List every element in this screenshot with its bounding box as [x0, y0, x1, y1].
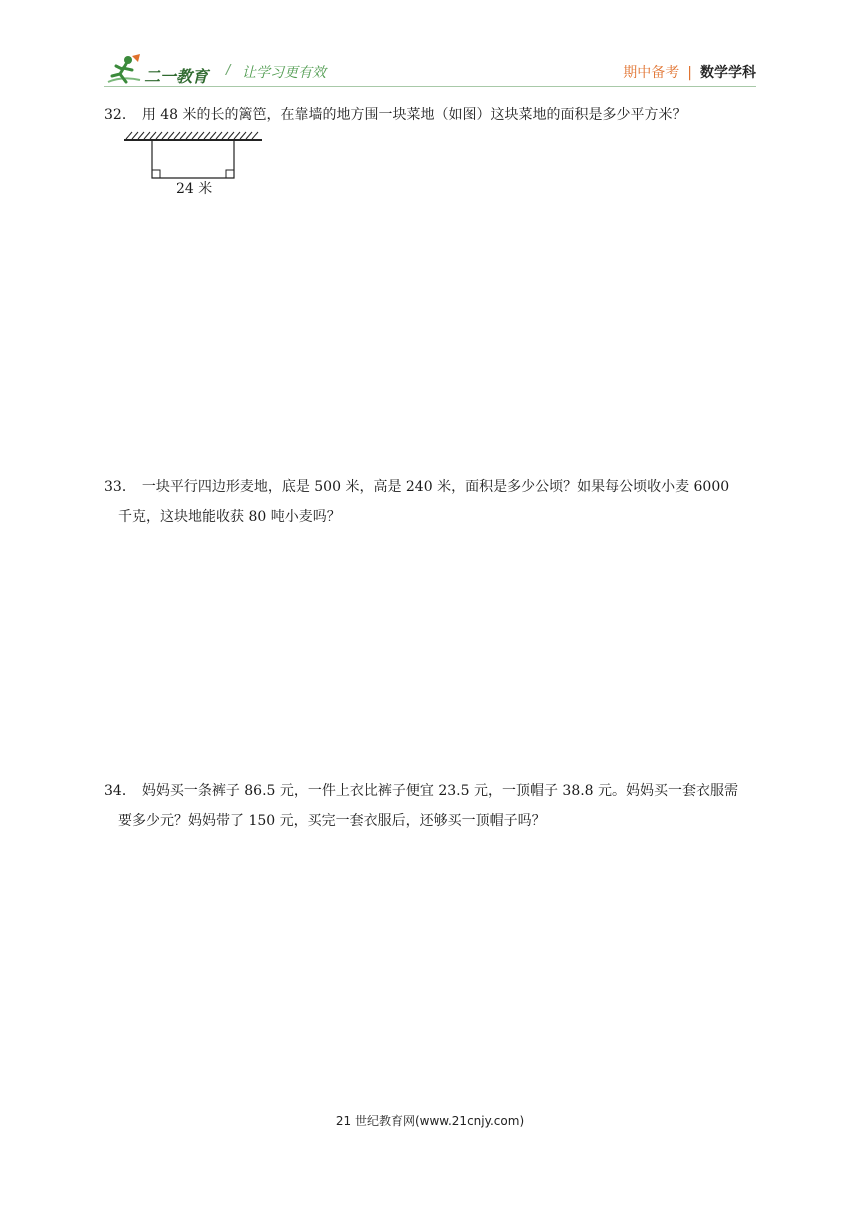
figure-label: 24 米	[176, 181, 213, 197]
question-text: 一块平行四边形麦地，底是 500 米，高是 240 米，面积是多少公顷？如果每公顷收小麦 6000	[141, 479, 730, 495]
question-text-continued: 千克，这块地能收获 80 吨小麦吗？	[118, 509, 341, 525]
logo-text: 二一教育	[144, 67, 209, 86]
subject-label: 数学学科	[700, 65, 756, 81]
header-right	[623, 62, 756, 82]
page-header	[0, 0, 860, 100]
exam-label: 期中备考	[623, 65, 680, 81]
question-text-continued: 要多少元？妈妈带了 150 元，买完一套衣服后，还够买一顶帽子吗？	[118, 813, 546, 829]
question-34	[104, 776, 758, 836]
header-divider	[104, 86, 756, 87]
page-footer: 21 世纪教育网(www.21cnjy.com)	[335, 1114, 525, 1128]
question-33	[104, 472, 758, 532]
question-text: 用 48 米的长的篱笆，在靠墙的地方围一块菜地（如图）这块菜地的面积是多少平方米？	[141, 107, 687, 123]
question-number: 34．	[104, 783, 136, 799]
question-text: 妈妈买一条裤子 86.5 元，一件上衣比裤子便宜 23.5 元，一顶帽子 38.8 元。妈妈买一套衣服需	[141, 783, 739, 799]
slogan: 让学习更有效	[242, 65, 326, 81]
slogan-separator: /	[226, 63, 231, 78]
question-32	[104, 100, 758, 130]
question-number: 32．	[104, 107, 136, 123]
question-number: 33．	[104, 479, 136, 495]
header-separator: |	[687, 65, 692, 81]
